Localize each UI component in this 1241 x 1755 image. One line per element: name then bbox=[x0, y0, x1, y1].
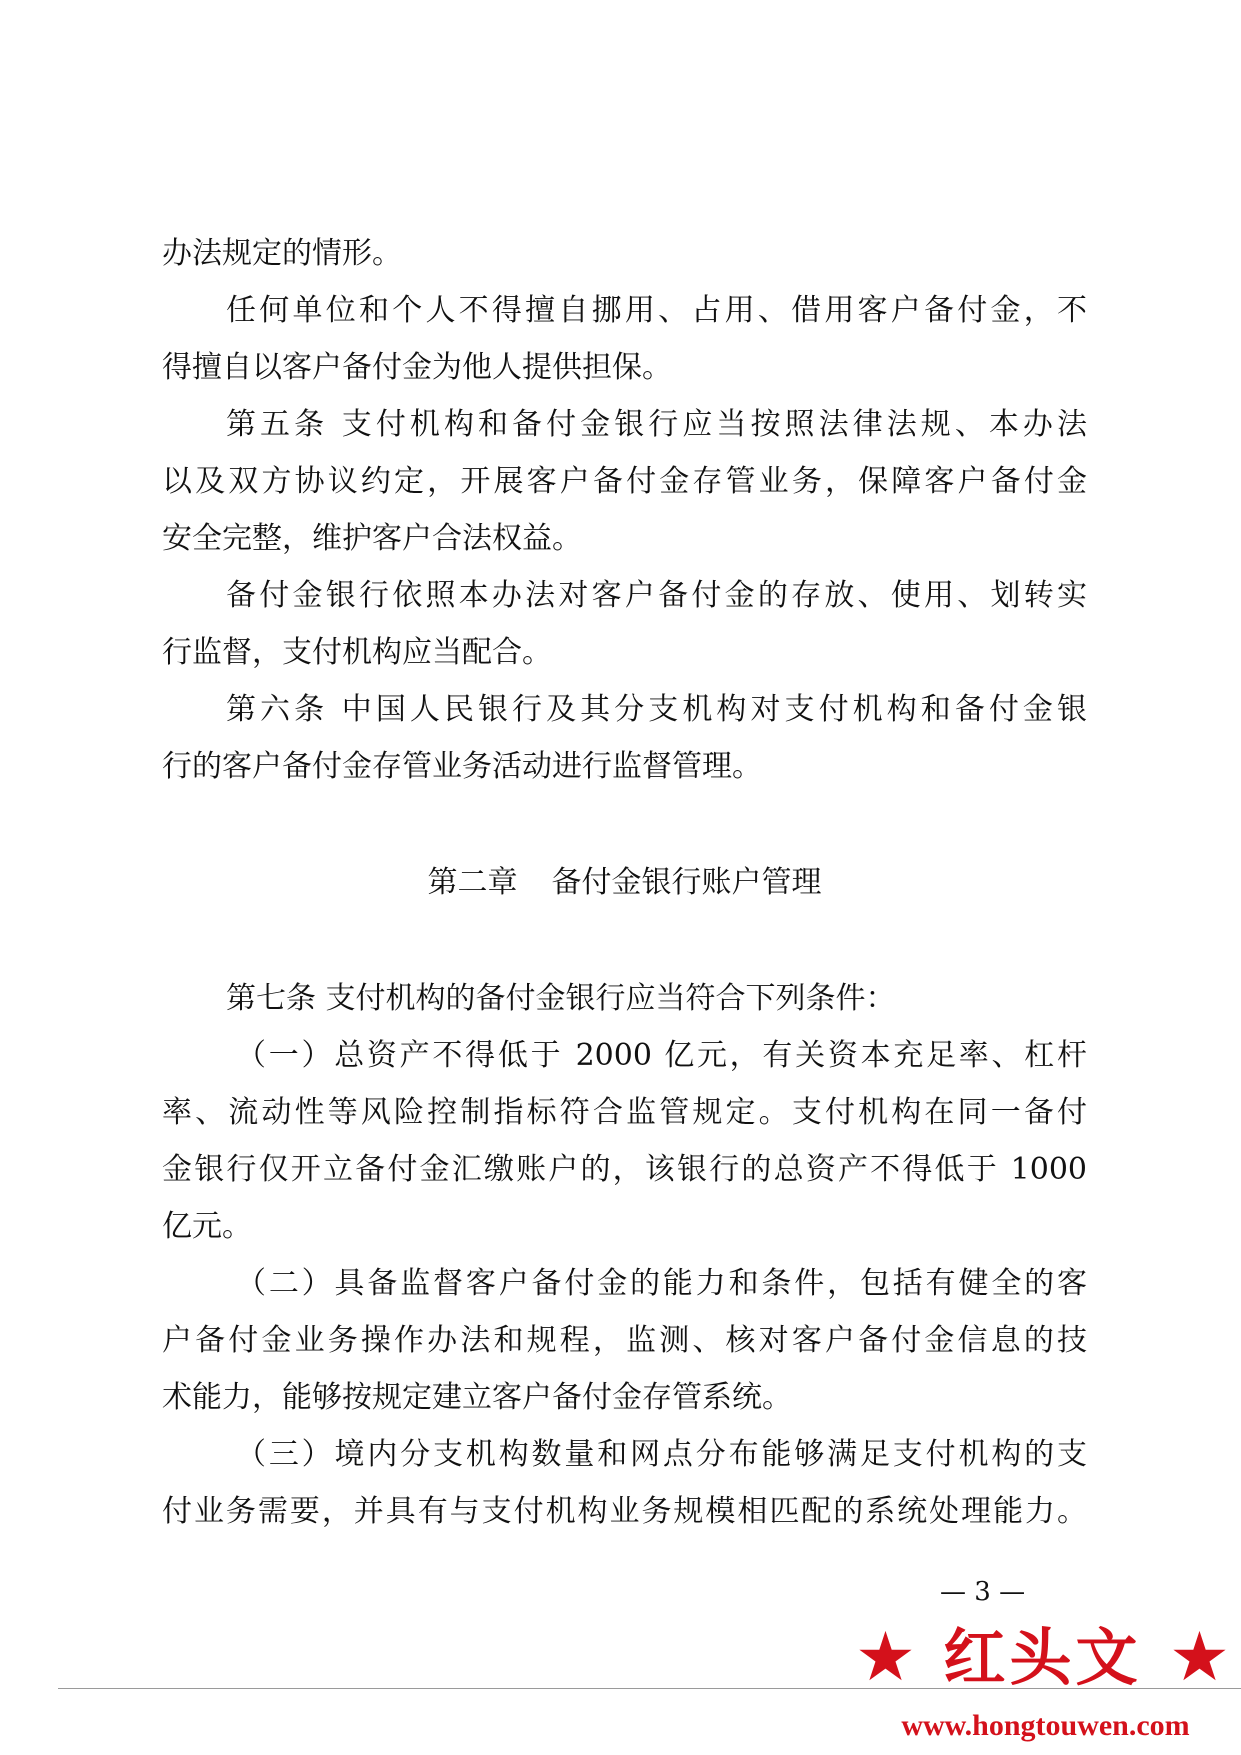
text-line: 行监督，支付机构应当配合。 bbox=[162, 635, 552, 670]
article-5-line: 第五条 支付机构和备付金银行应当按照法律法规、本办法 bbox=[226, 407, 1087, 442]
chapter-title: 备付金银行账户管理 bbox=[551, 865, 822, 900]
document-body bbox=[162, 225, 1087, 1540]
text-line: 率、流动性等风险控制指标符合监管规定。支付机构在同一备付 bbox=[162, 1095, 1087, 1130]
text-line: 备付金银行依照本办法对客户备付金的存放、使用、划转实 bbox=[226, 578, 1087, 613]
chapter-number: 第二章 bbox=[427, 865, 518, 900]
text-line: 安全完整，维护客户合法权益。 bbox=[162, 521, 582, 556]
clause-3-line: （三）境内分支机构数量和网点分布能够满足支付机构的支 bbox=[236, 1437, 1087, 1472]
watermark-logo bbox=[855, 1616, 1230, 1746]
text-line: 得擅自以客户备付金为他人提供担保。 bbox=[162, 350, 672, 385]
page-number: — 3 — bbox=[940, 1577, 1026, 1607]
text-line: 办法规定的情形。 bbox=[162, 236, 402, 271]
text-line: 付业务需要，并具有与支付机构业务规模相匹配的系统处理能力。 bbox=[162, 1494, 1087, 1529]
star-icon: ★ bbox=[1169, 1618, 1230, 1697]
clause-2-line: （二）具备监督客户备付金的能力和条件，包括有健全的客 bbox=[236, 1266, 1087, 1301]
text-line: 户备付金业务操作办法和规程，监测、核对客户备付金信息的技 bbox=[162, 1323, 1087, 1358]
text-line: 术能力，能够按规定建立客户备付金存管系统。 bbox=[162, 1380, 792, 1415]
star-icon: ★ bbox=[855, 1618, 916, 1697]
watermark-title: 红头文 bbox=[943, 1621, 1142, 1694]
text-line: 金银行仅开立备付金汇缴账户的，该银行的总资产不得低于 1000 bbox=[162, 1152, 1087, 1187]
watermark-title-row bbox=[855, 1616, 1230, 1700]
article-7-line: 第七条 支付机构的备付金银行应当符合下列条件： bbox=[226, 981, 896, 1016]
chapter-heading bbox=[162, 854, 1087, 911]
text-line: 以及双方协议约定，开展客户备付金存管业务，保障客户备付金 bbox=[162, 464, 1087, 499]
text-line: 行的客户备付金存管业务活动进行监督管理。 bbox=[162, 749, 762, 784]
text-line: 任何单位和个人不得擅自挪用、占用、借用客户备付金，不 bbox=[226, 293, 1087, 328]
clause-1-line: （一）总资产不得低于 2000 亿元，有关资本充足率、杠杆 bbox=[236, 1038, 1087, 1073]
watermark-url: www.hongtouwen.com bbox=[901, 1709, 1190, 1742]
text-line: 亿元。 bbox=[162, 1209, 252, 1244]
article-6-line: 第六条 中国人民银行及其分支机构对支付机构和备付金银 bbox=[226, 692, 1087, 727]
